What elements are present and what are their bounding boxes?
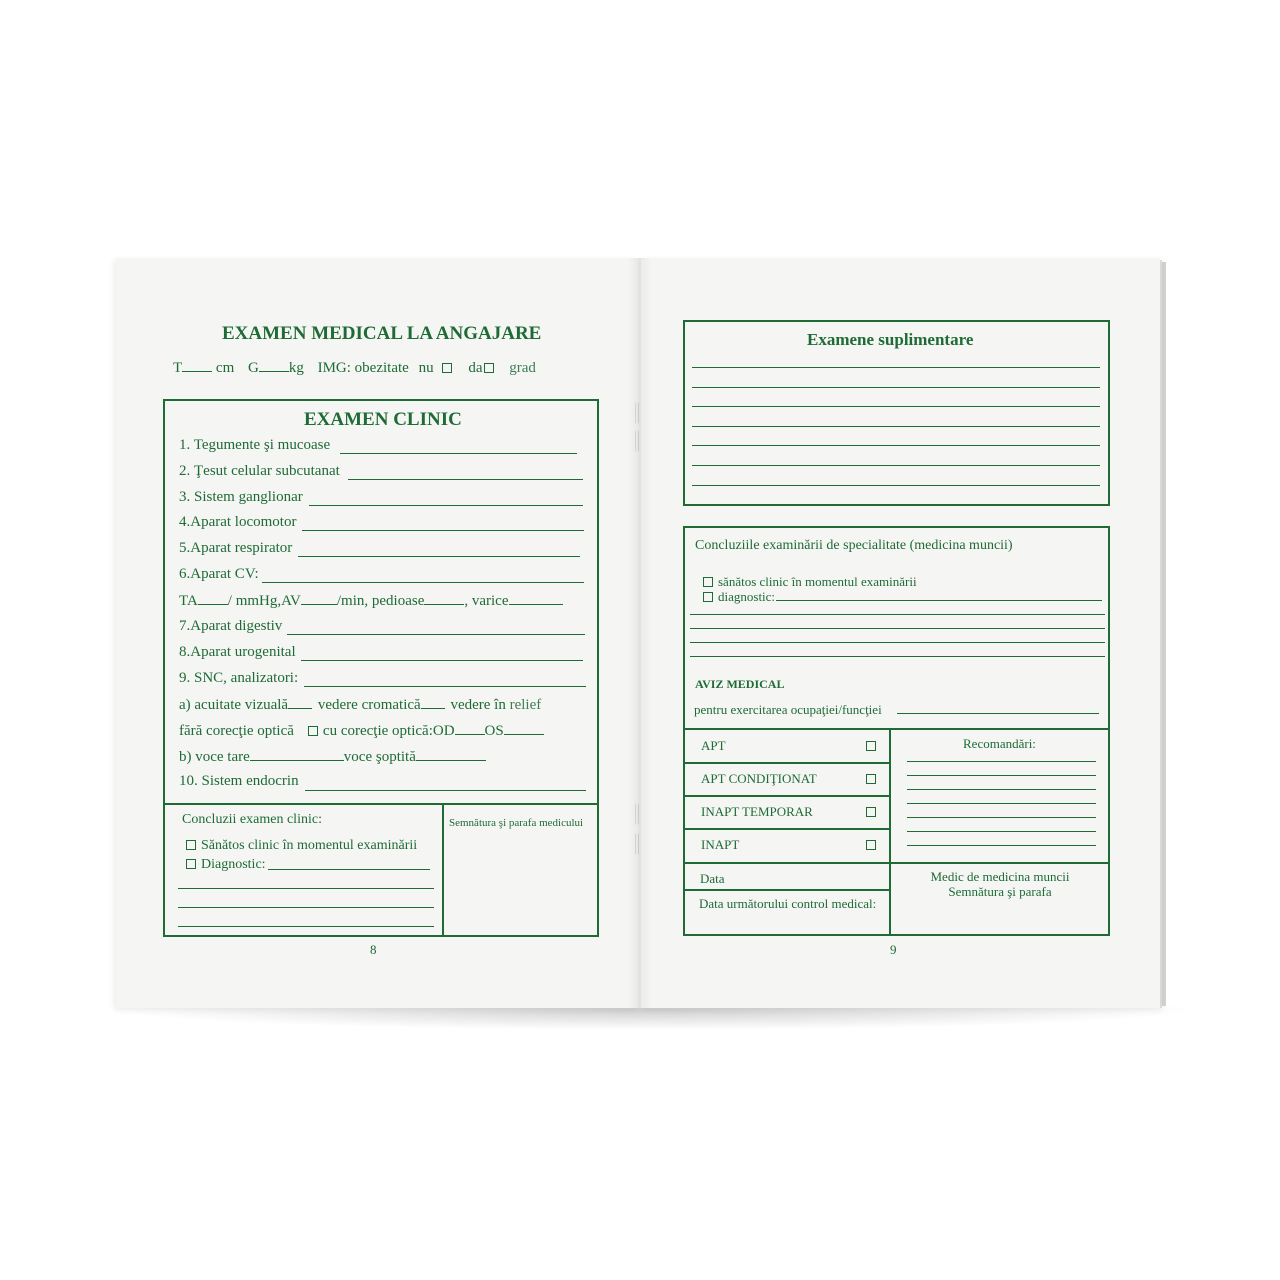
fill-line[interactable] xyxy=(907,775,1096,776)
occupation-label: pentru exercitarea ocupaţiei/funcţiei xyxy=(694,702,882,717)
img-label: IMG: obezitate xyxy=(317,360,409,376)
fill-line[interactable] xyxy=(690,614,1105,615)
fill-line[interactable] xyxy=(692,406,1100,407)
os-blank[interactable] xyxy=(504,722,544,735)
fill-line[interactable] xyxy=(907,817,1096,818)
measurements-line xyxy=(173,359,536,377)
clinic-item-7: 7.Aparat digestiv xyxy=(179,618,283,634)
clinic-item-8: 8.Aparat urogenital xyxy=(179,644,296,660)
recommendations-heading: Recomandări: xyxy=(963,736,1036,751)
fill-line[interactable] xyxy=(178,926,434,927)
healthy-checkbox[interactable] xyxy=(703,577,713,587)
voice-line: b) voce tare voce şoptită xyxy=(179,748,486,766)
fill-line[interactable] xyxy=(692,445,1100,446)
fill-line[interactable] xyxy=(178,888,434,889)
fill-line[interactable] xyxy=(907,831,1096,832)
pedioase-blank[interactable] xyxy=(424,592,464,605)
ta-blank[interactable] xyxy=(198,592,228,605)
page-number-right: 9 xyxy=(890,942,897,957)
fill-line[interactable] xyxy=(692,485,1100,486)
fill-line[interactable] xyxy=(692,367,1100,368)
fill-line[interactable] xyxy=(690,628,1105,629)
verdict-inapt: INAPT xyxy=(701,837,740,852)
da-checkbox[interactable] xyxy=(484,363,494,373)
kg-label: kg xyxy=(288,360,304,376)
vision-line-1: a) acuitate vizuală vedere cromatică vedere în relief xyxy=(179,697,542,713)
diagnostic-checkbox[interactable] xyxy=(703,592,713,602)
cm-label: cm xyxy=(215,360,235,376)
nu-label: nu xyxy=(418,360,434,376)
fill-line[interactable] xyxy=(690,656,1105,657)
specialty-option-healthy: sănătos clinic în momentul examinării xyxy=(701,574,917,590)
fill-line[interactable] xyxy=(262,582,584,583)
fill-line[interactable] xyxy=(692,387,1100,388)
varice-blank[interactable] xyxy=(509,592,563,605)
verdict-apt: APT xyxy=(701,738,726,753)
clinic-item-9: 9. SNC, analizatori: xyxy=(179,670,299,686)
divider xyxy=(683,862,1110,864)
ta-line: TA / mmHg,AV /min, pedioase , varice xyxy=(179,592,563,610)
fill-line[interactable] xyxy=(907,789,1096,790)
apt-checkbox[interactable] xyxy=(866,741,876,751)
next-control-date-label: Data următorului control medical: xyxy=(699,896,877,911)
page-edge xyxy=(1162,262,1166,1006)
fill-line[interactable] xyxy=(305,790,586,791)
divider xyxy=(683,828,890,830)
g-blank[interactable] xyxy=(259,359,289,372)
clinic-item-5: 5.Aparat respirator xyxy=(179,540,293,556)
divider xyxy=(163,803,599,805)
fill-line[interactable] xyxy=(340,453,577,454)
fill-line[interactable] xyxy=(776,600,1102,601)
fill-line[interactable] xyxy=(692,426,1100,427)
conclusion-option-diagnostic: Diagnostic: xyxy=(184,857,266,873)
staple xyxy=(635,402,639,424)
fill-line[interactable] xyxy=(298,556,580,557)
divider xyxy=(683,762,890,764)
cromatica-blank[interactable] xyxy=(421,696,445,709)
signature-label: Semnătura şi parafa medicului xyxy=(449,817,584,829)
fara-corectie-checkbox[interactable] xyxy=(308,726,318,736)
healthy-checkbox[interactable] xyxy=(186,840,196,850)
staple xyxy=(635,430,639,452)
clinic-item-3: 3. Sistem ganglionar xyxy=(179,489,303,505)
staple xyxy=(635,833,639,855)
inapt-checkbox[interactable] xyxy=(866,840,876,850)
fill-line[interactable] xyxy=(304,686,586,687)
fill-line[interactable] xyxy=(309,505,583,506)
specialty-option-diagnostic: diagnostic: xyxy=(701,589,775,605)
date-label: Data xyxy=(700,871,725,886)
clinic-heading: EXAMEN CLINIC xyxy=(304,409,462,430)
verdict-apt-conditionat: APT CONDIŢIONAT xyxy=(701,771,817,786)
fill-line[interactable] xyxy=(301,660,583,661)
verdict-inapt-temporar: INAPT TEMPORAR xyxy=(701,804,813,819)
inapt-temporar-checkbox[interactable] xyxy=(866,807,876,817)
g-label: G xyxy=(248,360,259,376)
voce-soptita-blank[interactable] xyxy=(416,748,486,761)
fill-line[interactable] xyxy=(897,713,1099,714)
page-number-left: 8 xyxy=(370,942,377,957)
da-label: da xyxy=(468,360,483,376)
diagnostic-checkbox[interactable] xyxy=(186,859,196,869)
t-label: T xyxy=(173,360,183,376)
fill-line[interactable] xyxy=(907,761,1096,762)
divider xyxy=(683,728,1110,730)
fill-line[interactable] xyxy=(690,642,1105,643)
divider xyxy=(889,728,891,936)
clinic-item-4: 4.Aparat locomotor xyxy=(179,514,297,530)
clinic-item-10: 10. Sistem endocrin xyxy=(179,773,299,789)
fill-line[interactable] xyxy=(907,803,1096,804)
doctor-signature-label: Semnătura şi parafa xyxy=(948,884,1052,899)
supplementary-heading: Examene suplimentare xyxy=(807,330,974,349)
book-gutter xyxy=(628,258,652,1008)
grad-label: grad xyxy=(509,360,536,376)
av-blank[interactable] xyxy=(301,592,337,605)
fill-line[interactable] xyxy=(287,634,585,635)
fill-line[interactable] xyxy=(268,869,430,870)
acuitate-blank[interactable] xyxy=(288,696,312,709)
divider xyxy=(683,889,890,891)
t-blank[interactable] xyxy=(182,359,212,372)
clinic-item-6: 6.Aparat CV: xyxy=(179,566,259,582)
aviz-heading: AVIZ MEDICAL xyxy=(695,677,785,691)
fill-line[interactable] xyxy=(348,479,583,480)
page-title: EXAMEN MEDICAL LA ANGAJARE xyxy=(222,323,542,344)
clinic-item-2: 2. Ţesut celular subcutanat xyxy=(179,463,340,479)
fill-line[interactable] xyxy=(302,530,584,531)
nu-checkbox[interactable] xyxy=(442,363,452,373)
apt-conditionat-checkbox[interactable] xyxy=(866,774,876,784)
fill-line[interactable] xyxy=(692,465,1100,466)
fill-line[interactable] xyxy=(178,907,434,908)
specialty-conclusions-heading: Concluziile examinării de specialitate (medicina muncii) xyxy=(695,538,1013,553)
divider xyxy=(442,803,444,936)
staple xyxy=(635,803,639,825)
doctor-title: Medic de medicina muncii xyxy=(930,869,1070,884)
fill-line[interactable] xyxy=(907,845,1096,846)
vision-line-2: fără corecţie optică cu corecţie optică:OD OS xyxy=(179,722,544,740)
divider xyxy=(683,795,890,797)
voce-tare-blank[interactable] xyxy=(250,748,344,761)
conclusion-option-healthy: Sănătos clinic în momentul examinării xyxy=(184,838,417,854)
clinic-item-1: 1. Tegumente şi mucoase xyxy=(179,437,331,453)
od-blank[interactable] xyxy=(455,722,485,735)
conclusion-heading: Concluzii examen clinic: xyxy=(182,812,322,827)
